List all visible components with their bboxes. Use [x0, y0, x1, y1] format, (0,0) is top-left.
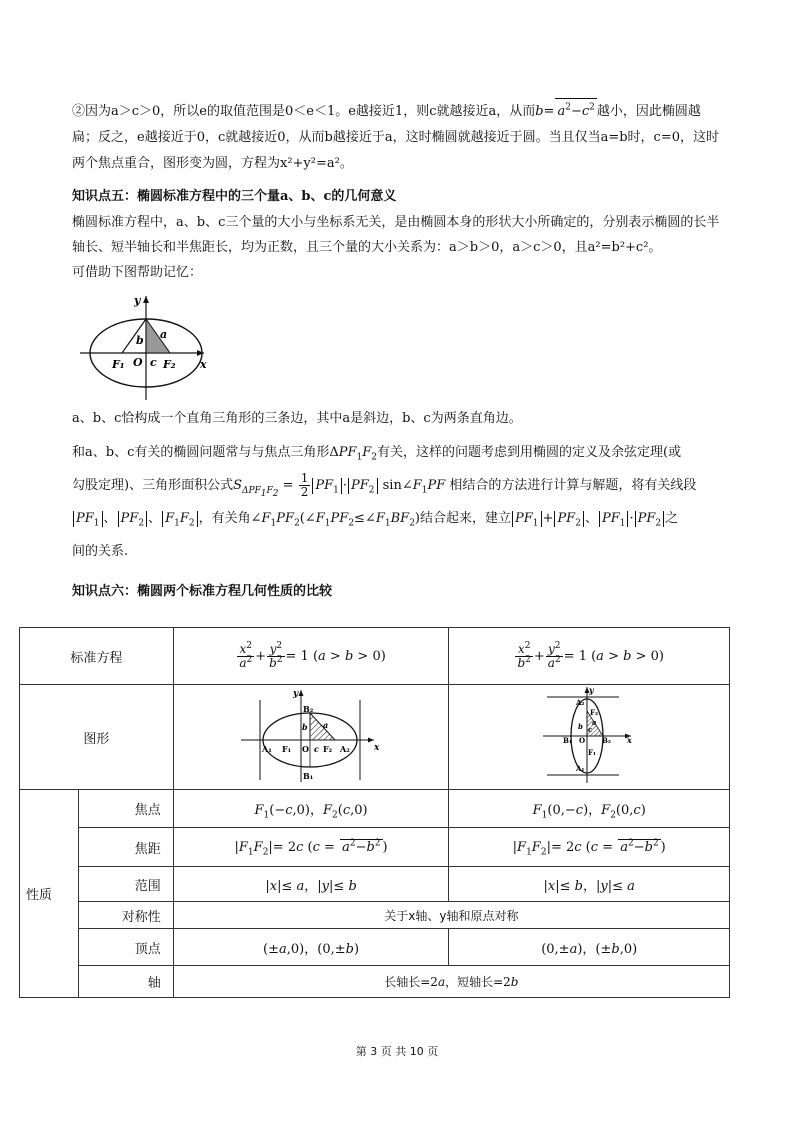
fig3-label-f1: F₁	[588, 748, 597, 757]
cell-range-vertical: |x|≤ b，|y|≤ a	[449, 867, 730, 902]
para2b-text: 可借助下图帮助记忆：	[72, 265, 203, 280]
fig3-label-b1: B₁	[563, 736, 573, 745]
ellipse-properties-table	[19, 627, 730, 998]
cell-foci-vertical: $F_1(0,-c)$，$F_2(0,c)$	[449, 790, 730, 828]
paragraph-abc-meaning	[72, 210, 724, 285]
fig2-label-b2: B₂	[303, 704, 314, 714]
cell-label-symmetry: 对称性	[78, 902, 173, 929]
fig1-label-b: b	[136, 334, 144, 347]
cell-vertices-vertical: (0,±a)，(±b,0)	[449, 929, 730, 966]
formula-b-sqrt: b	[535, 104, 544, 119]
cell-range-horizontal: |x|≤ a，|y|≤ b	[173, 867, 449, 902]
table-row-range	[20, 867, 730, 902]
cell-symmetry: 关于x轴、y轴和原点对称	[173, 902, 729, 929]
para4-text-2: 有关，这样的问题考虑到用椭圆的定义及余弦定理(或	[377, 445, 682, 460]
fig3-label-b2: B₂	[602, 736, 612, 745]
cell-label-standard-equation: 标准方程	[20, 628, 174, 685]
fig2-label-o: O	[302, 744, 310, 754]
fig1-label-c: c	[150, 356, 157, 369]
fig2-label-b: b	[302, 722, 308, 732]
cell-focal-distance-vertical: $|F_1F_2|= 2c$ ($c = a^2-b^2$ )	[449, 828, 730, 867]
fig3-label-b: b	[578, 722, 584, 731]
table-row-symmetry	[20, 902, 730, 929]
paragraph-focal-triangle: 和a、b、c有关的椭圆问题常与与焦点三角形$\Delta PF_1F_2$有关，这样的问题考虑到用椭圆的定义及余弦定理(或 勾股定理)、三角形面积公式$S_{\Delta PF_1F_2}$ = $\frac{1}{2}$ $PF_1 \cdot PF_2$ $\sin\angle F_1PF$ 相结合的方法进行计算与解题，将有关线段 $PF_1$ 、 $PF_2$ 、 $F_1F_2$ ，有关角$\angle F_1PF_2(\angle F_1PF_2\le\angle F_1BF_2)$结合起来，建立 $PF_1 + PF_2$ 、 $PF_1 \cdot PF_2$ 之 间的关系.	[72, 445, 697, 559]
table-row-foci	[20, 790, 730, 828]
fig3-label-y: y	[589, 685, 594, 695]
fig3-label-c: c	[588, 725, 593, 734]
fig3-label-x: x	[627, 735, 632, 745]
table-row-vertices	[20, 929, 730, 966]
table-row-axes	[20, 966, 730, 998]
cell-equation-horizontal: $\frac{x^2}{a^2}$ + $\frac{y^2}{b^2}$ = 1 (a > b > 0)	[173, 628, 449, 685]
ellipse-horizontal-figure	[236, 686, 386, 784]
fig2-label-x: x	[374, 743, 380, 753]
fig3-label-a1: A₁	[576, 764, 585, 773]
fig2-label-y: y	[293, 689, 299, 699]
fig2-label-f2: F₂	[323, 744, 333, 754]
cell-label-figure: 图形	[20, 685, 174, 790]
fig2-label-f1: F₁	[282, 744, 292, 754]
cell-focal-distance-horizontal: $|F_1F_2|= 2c$ ($c = a^2-b^2$ )	[173, 828, 449, 867]
fig1-label-y: y	[134, 294, 141, 307]
para4-text-4: 相结合的方法进行计算与解题，将有关线段	[449, 478, 697, 493]
sqrt-expr: $a^2-c^2$	[555, 98, 596, 125]
cell-foci-horizontal: $F_1(-c,0)$，$F_2(c,0)$	[173, 790, 449, 828]
cell-label-properties: 性质	[20, 790, 79, 998]
fig1-label-a: a	[160, 328, 168, 341]
page-footer: 第 3 页 共 10 页	[355, 1045, 439, 1058]
para4-text-8: 间的关系.	[72, 544, 129, 559]
para4-text-6: 结合起来，建立	[420, 511, 512, 526]
cell-axes: 长轴长=2a，短轴长=2b	[173, 966, 729, 998]
para1-text-b: 越小，因此椭圆越扁；反之，e越接近于0，c就越接近0，从而b越接近于a，这时椭圆就越接近于圆。当且仅当a=b时，c=0，这时两个焦点重合，图形变为圆，方程为x²+y²=a²。	[72, 104, 719, 171]
fig1-label-x: x	[200, 358, 207, 371]
para4-text-5: ，有关角	[198, 511, 251, 526]
para4-text-1: 和a、b、c有关的椭圆问题常与与焦点三角形	[72, 445, 330, 460]
cell-equation-vertical: $\frac{x^2}{b^2}$ + $\frac{y^2}{a^2}$ = 1 (a > b > 0)	[449, 628, 730, 685]
table-row-standard-equation	[20, 628, 730, 685]
cell-figure-horizontal	[173, 685, 449, 790]
cell-label-focal-distance: 焦距	[78, 828, 173, 867]
paragraph-eccentricity: ②因为a＞c＞0，所以e的取值范围是0＜e＜1。e越接近1，则c就越接近a，从而$b= a^2-c^2$ 越小，因此椭圆越扁；反之，e越接近于0，c就越接近0，从而b越接近于a，这时椭圆就越接近于圆。当且仅当a=b时，c=0，这时两个焦点重合，图形变为圆，方程为x²+y²=a²。	[72, 98, 724, 177]
fig3-label-o: O	[579, 736, 586, 745]
heading-knowledge-5: 知识点五：椭圆标准方程中的三个量a、b、c的几何意义	[72, 189, 397, 204]
cell-label-vertices: 顶点	[78, 929, 173, 966]
fig2-label-a1: A₁	[262, 744, 272, 754]
fig3-label-a2: A₂	[576, 698, 585, 707]
table-row-focal-distance	[20, 828, 730, 867]
table-row-figure	[20, 685, 730, 790]
fig3-label-a: a	[592, 718, 597, 727]
cell-vertices-horizontal: (±a,0)，(0,±b)	[173, 929, 449, 966]
ellipse-vertical-figure	[539, 685, 639, 785]
cell-figure-vertical	[449, 685, 730, 790]
fig1-label-f1: F₁	[112, 358, 125, 371]
cell-label-range: 范围	[78, 867, 173, 902]
para2-text: 椭圆标准方程中，a、b、c三个量的大小与坐标系无关，是由椭圆本身的形状大小所确定的，分别表示椭圆的长半轴长、短半轴长和半焦距长，均为正数，且三个量的大小关系为：a＞b＞0，a＞c＞0，且a²=b²+c²。	[72, 215, 720, 255]
cell-label-foci: 焦点	[78, 790, 173, 828]
fig2-label-a: a	[323, 720, 329, 730]
fig1-label-f2: F₂	[163, 358, 176, 371]
paragraph-right-triangle: a、b、c恰构成一个直角三角形的三条边，其中a是斜边，b、c为两条直角边。	[72, 411, 522, 426]
fig1-label-o: O	[133, 356, 143, 369]
para1-text-a: ②因为a＞c＞0，所以e的取值范围是0＜e＜1。e越接近1，则c就越接近a，从而	[72, 104, 536, 119]
ellipse-abc-figure	[76, 288, 216, 403]
cell-label-axes: 轴	[78, 966, 173, 998]
heading-knowledge-6: 知识点六：椭圆两个标准方程几何性质的比较	[72, 584, 333, 599]
fig2-label-b1: B₁	[303, 771, 314, 781]
fig2-label-c: c	[314, 744, 319, 754]
fig2-label-a2: A₂	[340, 744, 350, 754]
para4-text-3: 勾股定理)、三角形面积公式	[72, 478, 234, 493]
para4-text-7: 之	[665, 511, 679, 526]
fig3-label-f2: F₂	[590, 708, 599, 717]
